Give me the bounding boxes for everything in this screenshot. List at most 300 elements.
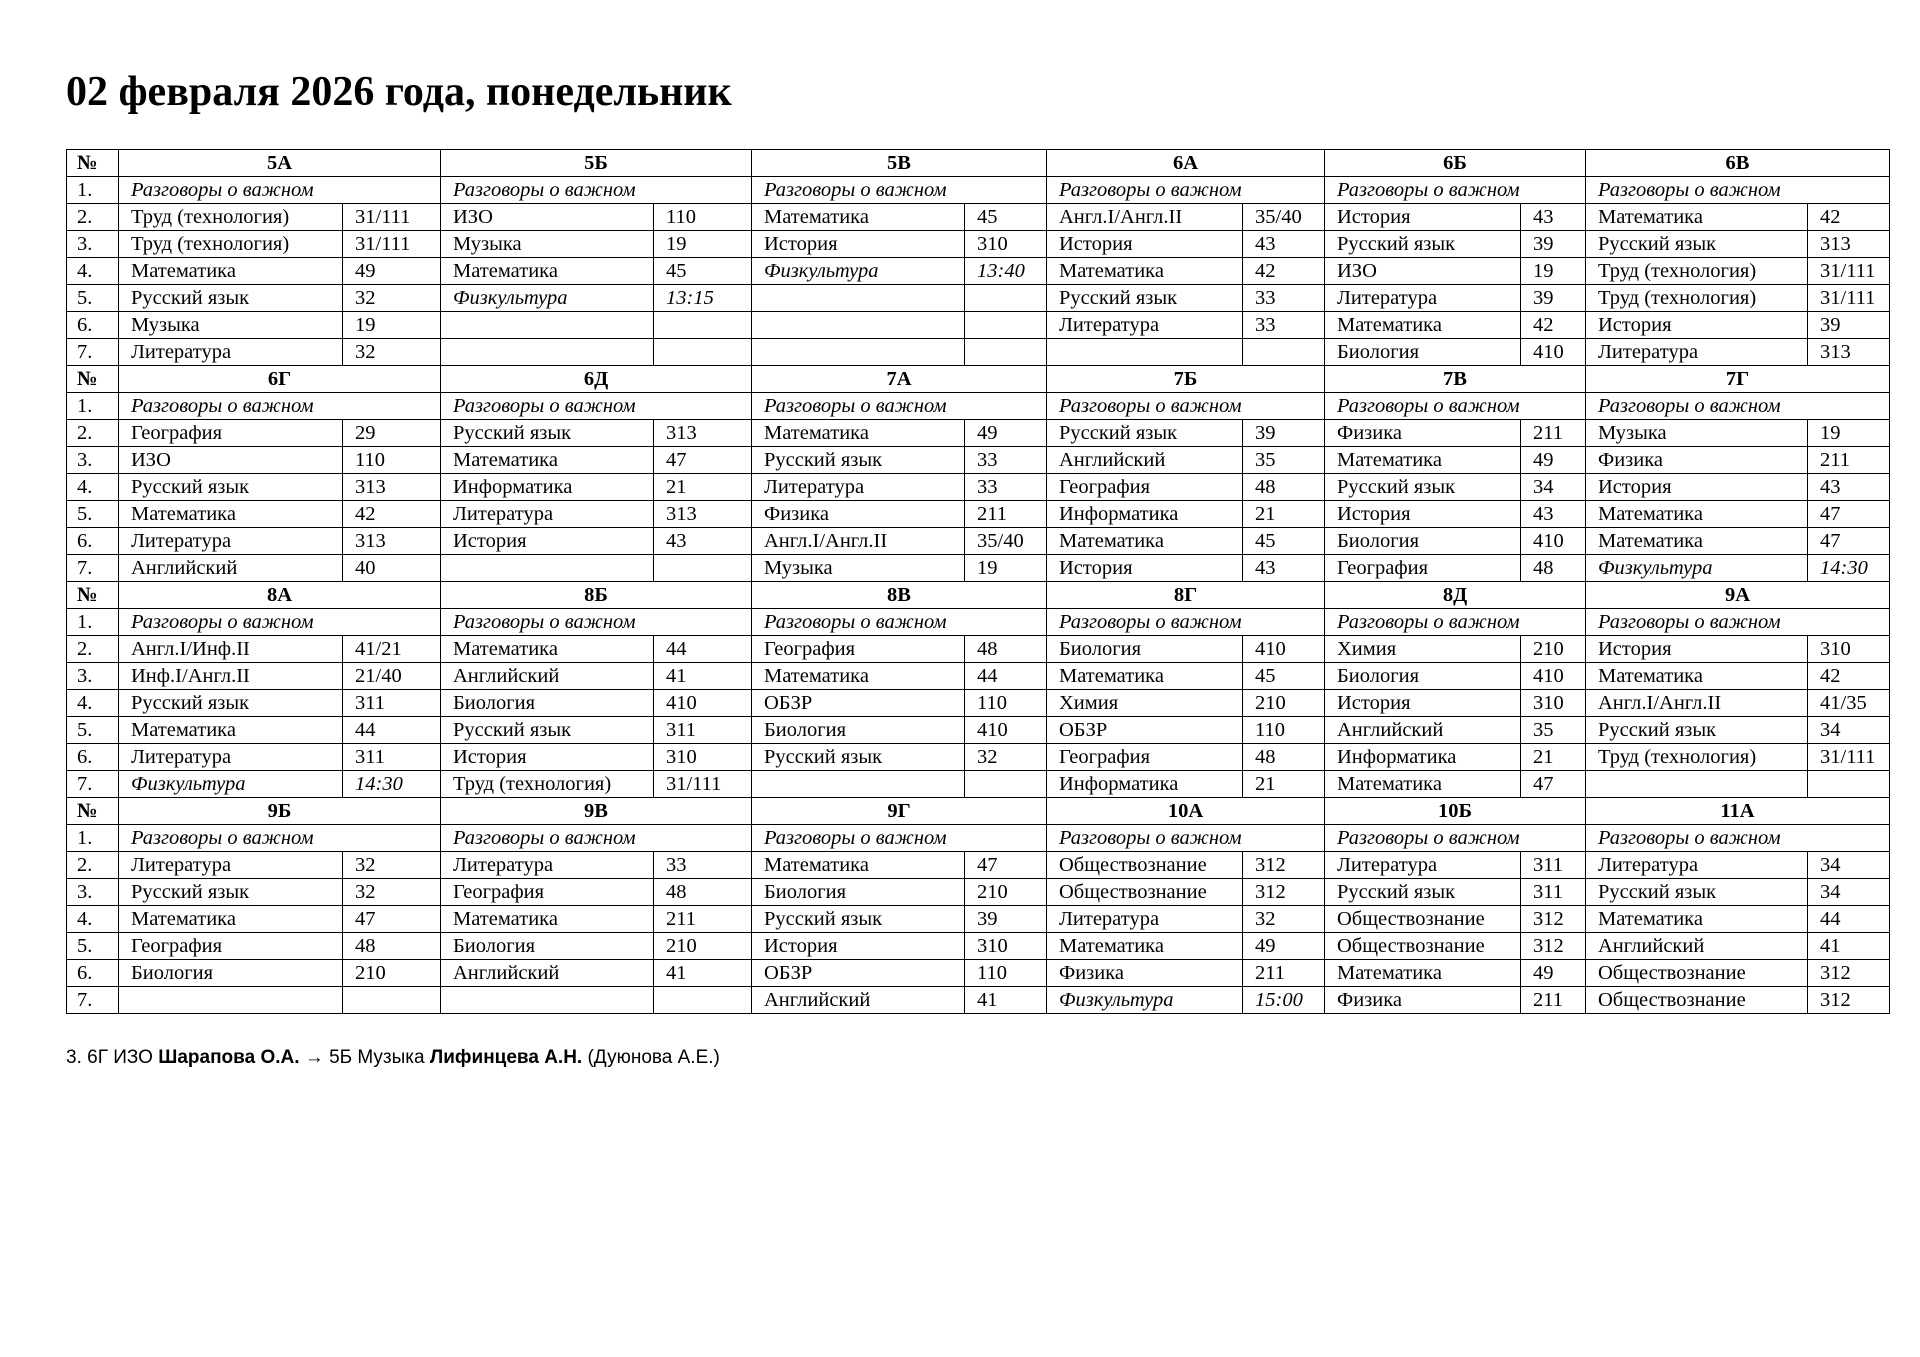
note-teacher-to: Лифинцева А.Н. (429, 1047, 583, 1068)
subject-cell: Разговоры о важном (119, 177, 441, 204)
subject-cell: Математика (1586, 663, 1808, 690)
subject-cell: Математика (1325, 771, 1521, 798)
room-cell: 47 (965, 852, 1047, 879)
subject-cell: Литература (119, 744, 343, 771)
subject-cell: Химия (1047, 690, 1243, 717)
room-cell: 19 (343, 312, 441, 339)
room-cell: 313 (343, 474, 441, 501)
room-cell: 210 (1521, 636, 1586, 663)
subject-cell: Разговоры о важном (1047, 177, 1325, 204)
room-cell: 35/40 (965, 528, 1047, 555)
subject-cell: Литература (119, 339, 343, 366)
room-cell: 31/111 (343, 231, 441, 258)
subject-cell: Разговоры о важном (1047, 393, 1325, 420)
subject-cell: ОБЗР (1047, 717, 1243, 744)
room-cell: 21 (1243, 771, 1325, 798)
subject-cell: Английский (752, 987, 965, 1014)
subject-cell: Русский язык (1325, 474, 1521, 501)
lesson-number: 7. (67, 771, 119, 798)
room-cell: 35/40 (1243, 204, 1325, 231)
subject-cell: География (441, 879, 654, 906)
subject-cell (441, 339, 654, 366)
room-cell: 310 (1521, 690, 1586, 717)
room-cell: 31/111 (654, 771, 752, 798)
subject-cell: Разговоры о важном (1586, 825, 1890, 852)
subject-cell: Биология (119, 960, 343, 987)
class-name-header: 6Б (1325, 150, 1586, 177)
subject-cell: ИЗО (441, 204, 654, 231)
subject-cell: Математика (441, 906, 654, 933)
subject-cell: Биология (441, 690, 654, 717)
note-arrow: → (299, 1047, 330, 1068)
subject-cell: Обществознание (1047, 852, 1243, 879)
room-cell: 21 (1521, 744, 1586, 771)
subject-cell: Математика (1047, 258, 1243, 285)
replacement-note (66, 1044, 720, 1072)
room-cell: 312 (1808, 987, 1890, 1014)
class-name-header: 11А (1586, 798, 1890, 825)
subject-cell: Физкультура (441, 285, 654, 312)
room-cell: 39 (1808, 312, 1890, 339)
room-cell: 210 (1243, 690, 1325, 717)
subject-cell: Русский язык (119, 474, 343, 501)
room-cell: 42 (1808, 204, 1890, 231)
room-cell: 49 (1521, 447, 1586, 474)
lesson-row (67, 339, 1890, 366)
subject-cell (752, 312, 965, 339)
lesson-row (67, 285, 1890, 312)
room-cell: 41/21 (343, 636, 441, 663)
subject-cell: География (119, 420, 343, 447)
room-cell: 48 (343, 933, 441, 960)
subject-cell: Физика (1047, 960, 1243, 987)
lesson-row (67, 690, 1890, 717)
subject-cell: Разговоры о важном (752, 609, 1047, 636)
lesson-row (67, 420, 1890, 447)
room-cell: 410 (965, 717, 1047, 744)
subject-cell: Разговоры о важном (1325, 177, 1586, 204)
lesson-number-header: № (67, 798, 119, 825)
room-cell: 41 (654, 960, 752, 987)
lesson-number: 4. (67, 474, 119, 501)
subject-cell: ИЗО (1325, 258, 1521, 285)
subject-cell: Англ.I/Инф.II (119, 636, 343, 663)
note-prefix: 3. 6Г ИЗО (66, 1047, 159, 1068)
room-cell: 312 (1808, 960, 1890, 987)
lesson-row (67, 555, 1890, 582)
lesson-number: 1. (67, 393, 119, 420)
subject-cell (1586, 771, 1808, 798)
room-cell: 311 (343, 690, 441, 717)
class-name-header: 5Б (441, 150, 752, 177)
room-cell: 49 (1243, 933, 1325, 960)
lesson-row (67, 744, 1890, 771)
subject-cell: ОБЗР (752, 690, 965, 717)
subject-cell: Математика (1047, 528, 1243, 555)
room-cell: 41/35 (1808, 690, 1890, 717)
room-cell: 48 (1521, 555, 1586, 582)
class-name-header: 5А (119, 150, 441, 177)
room-cell: 313 (1808, 231, 1890, 258)
room-cell: 32 (343, 285, 441, 312)
room-cell: 410 (1521, 528, 1586, 555)
room-cell: 211 (965, 501, 1047, 528)
subject-cell: Литература (1047, 312, 1243, 339)
subject-cell: Русский язык (1325, 879, 1521, 906)
subject-cell: История (752, 231, 965, 258)
note-teacher-from: Шарапова О.А. (158, 1047, 300, 1068)
subject-cell: Разговоры о важном (752, 825, 1047, 852)
room-cell: 311 (1521, 852, 1586, 879)
lesson-row (67, 717, 1890, 744)
room-cell: 31/111 (1808, 285, 1890, 312)
subject-cell: Русский язык (752, 744, 965, 771)
class-header-row (67, 150, 1890, 177)
room-cell: 42 (343, 501, 441, 528)
subject-cell: Биология (752, 717, 965, 744)
room-cell: 41 (654, 663, 752, 690)
subject-cell: География (1047, 474, 1243, 501)
subject-cell: География (752, 636, 965, 663)
lesson-row (67, 663, 1890, 690)
room-cell: 44 (654, 636, 752, 663)
room-cell: 45 (654, 258, 752, 285)
subject-cell: Математика (119, 717, 343, 744)
room-cell: 40 (343, 555, 441, 582)
room-cell: 35 (1521, 717, 1586, 744)
subject-cell (1047, 339, 1243, 366)
room-cell: 48 (1243, 744, 1325, 771)
room-cell: 21/40 (343, 663, 441, 690)
subject-cell: Биология (1325, 528, 1521, 555)
subject-cell: География (1325, 555, 1521, 582)
room-cell: 110 (1243, 717, 1325, 744)
class-name-header: 6Д (441, 366, 752, 393)
subject-cell: Русский язык (752, 447, 965, 474)
room-cell: 410 (654, 690, 752, 717)
subject-cell: Разговоры о важном (1325, 609, 1586, 636)
room-cell: 32 (343, 879, 441, 906)
subject-cell: Музыка (752, 555, 965, 582)
class-header-row (67, 366, 1890, 393)
lesson-number-header: № (67, 150, 119, 177)
subject-cell: Русский язык (1047, 420, 1243, 447)
room-cell: 310 (1808, 636, 1890, 663)
room-cell: 44 (1808, 906, 1890, 933)
class-name-header: 8Д (1325, 582, 1586, 609)
subject-cell: Физика (1325, 987, 1521, 1014)
room-cell: 41 (965, 987, 1047, 1014)
room-cell: 49 (965, 420, 1047, 447)
lesson-row (67, 960, 1890, 987)
subject-cell: География (1047, 744, 1243, 771)
subject-cell: Труд (технология) (1586, 258, 1808, 285)
subject-cell: История (441, 528, 654, 555)
subject-cell: История (1325, 690, 1521, 717)
subject-cell: Информатика (1047, 771, 1243, 798)
subject-cell: Литература (119, 852, 343, 879)
room-cell: 47 (1521, 771, 1586, 798)
room-cell: 19 (1808, 420, 1890, 447)
subject-cell: Физкультура (752, 258, 965, 285)
subject-cell: Физкультура (1047, 987, 1243, 1014)
subject-cell: Англ.I/Англ.II (752, 528, 965, 555)
class-name-header: 7А (752, 366, 1047, 393)
class-header-row (67, 582, 1890, 609)
subject-cell (752, 339, 965, 366)
subject-cell: Химия (1325, 636, 1521, 663)
subject-cell: Разговоры о важном (441, 825, 752, 852)
subject-cell: Музыка (1586, 420, 1808, 447)
subject-cell: Англ.I/Англ.II (1586, 690, 1808, 717)
lesson-number: 5. (67, 501, 119, 528)
lesson-row (67, 474, 1890, 501)
room-cell: 310 (965, 231, 1047, 258)
subject-cell: Английский (441, 960, 654, 987)
subject-cell: Русский язык (1325, 231, 1521, 258)
subject-cell: Разговоры о важном (441, 177, 752, 204)
class-name-header: 6А (1047, 150, 1325, 177)
room-cell: 313 (654, 501, 752, 528)
class-name-header: 6Г (119, 366, 441, 393)
room-cell: 210 (343, 960, 441, 987)
subject-cell: Труд (технология) (119, 231, 343, 258)
subject-cell: Разговоры о важном (1325, 393, 1586, 420)
class-name-header: 9Б (119, 798, 441, 825)
room-cell: 42 (1243, 258, 1325, 285)
subject-cell: Математика (441, 258, 654, 285)
lesson-number: 4. (67, 906, 119, 933)
subject-cell: Литература (441, 501, 654, 528)
subject-cell: Математика (752, 663, 965, 690)
lesson-row (67, 879, 1890, 906)
room-cell: 13:15 (654, 285, 752, 312)
lesson-row (67, 933, 1890, 960)
room-cell: 31/111 (343, 204, 441, 231)
class-name-header: 9В (441, 798, 752, 825)
room-cell: 39 (1521, 285, 1586, 312)
lesson-number: 3. (67, 879, 119, 906)
subject-cell: Математика (441, 636, 654, 663)
subject-cell: Биология (1047, 636, 1243, 663)
room-cell: 32 (965, 744, 1047, 771)
subject-cell: История (441, 744, 654, 771)
room-cell (965, 285, 1047, 312)
class-name-header: 9Г (752, 798, 1047, 825)
room-cell: 19 (654, 231, 752, 258)
subject-cell: Инф.I/Англ.II (119, 663, 343, 690)
subject-cell: Математика (1325, 447, 1521, 474)
room-cell: 31/111 (1808, 258, 1890, 285)
room-cell (654, 312, 752, 339)
subject-cell: Англ.I/Англ.II (1047, 204, 1243, 231)
lesson-row (67, 393, 1890, 420)
subject-cell: Биология (1325, 339, 1521, 366)
subject-cell: Математика (752, 204, 965, 231)
room-cell: 211 (1521, 987, 1586, 1014)
subject-cell (441, 555, 654, 582)
subject-cell: История (1047, 231, 1243, 258)
subject-cell: Математика (1586, 906, 1808, 933)
room-cell: 313 (343, 528, 441, 555)
class-name-header: 8В (752, 582, 1047, 609)
subject-cell: Русский язык (441, 420, 654, 447)
subject-cell: История (1586, 474, 1808, 501)
lesson-number: 5. (67, 933, 119, 960)
lesson-row (67, 825, 1890, 852)
subject-cell: Физика (1586, 447, 1808, 474)
subject-cell: Русский язык (441, 717, 654, 744)
subject-cell: ИЗО (119, 447, 343, 474)
room-cell: 211 (1808, 447, 1890, 474)
room-cell: 13:40 (965, 258, 1047, 285)
lesson-row (67, 987, 1890, 1014)
room-cell: 313 (654, 420, 752, 447)
subject-cell: Русский язык (1586, 717, 1808, 744)
lesson-number: 1. (67, 177, 119, 204)
subject-cell: Математика (752, 420, 965, 447)
subject-cell: Математика (1586, 501, 1808, 528)
lesson-number: 5. (67, 285, 119, 312)
room-cell: 35 (1243, 447, 1325, 474)
room-cell: 31/111 (1808, 744, 1890, 771)
room-cell: 32 (1243, 906, 1325, 933)
subject-cell: Разговоры о важном (1586, 609, 1890, 636)
schedule-table (66, 149, 1890, 1014)
lesson-number: 3. (67, 231, 119, 258)
subject-cell: Музыка (119, 312, 343, 339)
class-name-header: 7Б (1047, 366, 1325, 393)
room-cell: 49 (1521, 960, 1586, 987)
lesson-number: 2. (67, 852, 119, 879)
lesson-number: 7. (67, 987, 119, 1014)
room-cell: 39 (1521, 231, 1586, 258)
lesson-number: 4. (67, 690, 119, 717)
room-cell: 39 (965, 906, 1047, 933)
room-cell: 49 (343, 258, 441, 285)
subject-cell: Информатика (1047, 501, 1243, 528)
subject-cell: Информатика (1325, 744, 1521, 771)
room-cell: 32 (343, 852, 441, 879)
lesson-number: 7. (67, 555, 119, 582)
subject-cell: Русский язык (119, 690, 343, 717)
lesson-number: 2. (67, 636, 119, 663)
subject-cell: История (752, 933, 965, 960)
room-cell: 310 (654, 744, 752, 771)
room-cell: 410 (1243, 636, 1325, 663)
subject-cell: Математика (119, 501, 343, 528)
subject-cell: Обществознание (1325, 906, 1521, 933)
room-cell: 21 (654, 474, 752, 501)
class-name-header: 5В (752, 150, 1047, 177)
subject-cell: История (1325, 204, 1521, 231)
page-title: 02 февраля 2026 года, понедельник (66, 69, 732, 115)
subject-cell: Разговоры о важном (1047, 609, 1325, 636)
subject-cell: Математика (752, 852, 965, 879)
class-name-header: 9А (1586, 582, 1890, 609)
room-cell: 110 (965, 690, 1047, 717)
class-name-header: 10А (1047, 798, 1325, 825)
room-cell: 14:30 (343, 771, 441, 798)
subject-cell: Физика (752, 501, 965, 528)
room-cell: 45 (1243, 663, 1325, 690)
subject-cell: Литература (119, 528, 343, 555)
lesson-number: 3. (67, 447, 119, 474)
subject-cell: Физика (1325, 420, 1521, 447)
room-cell (965, 312, 1047, 339)
room-cell: 310 (965, 933, 1047, 960)
room-cell: 110 (654, 204, 752, 231)
room-cell (654, 339, 752, 366)
lesson-row (67, 528, 1890, 555)
subject-cell (752, 285, 965, 312)
lesson-number: 1. (67, 825, 119, 852)
room-cell: 410 (1521, 663, 1586, 690)
subject-cell: Английский (1047, 447, 1243, 474)
room-cell: 311 (343, 744, 441, 771)
subject-cell: Разговоры о важном (119, 609, 441, 636)
subject-cell (119, 987, 343, 1014)
subject-cell: Разговоры о важном (119, 825, 441, 852)
room-cell: 21 (1243, 501, 1325, 528)
note-middle: 5Б Музыка (329, 1047, 430, 1068)
subject-cell: Физкультура (119, 771, 343, 798)
room-cell: 29 (343, 420, 441, 447)
subject-cell: Обществознание (1325, 933, 1521, 960)
subject-cell: Разговоры о важном (1047, 825, 1325, 852)
room-cell: 211 (1521, 420, 1586, 447)
room-cell: 48 (965, 636, 1047, 663)
subject-cell: Английский (1586, 933, 1808, 960)
subject-cell: Разговоры о важном (441, 393, 752, 420)
class-header-row (67, 798, 1890, 825)
room-cell: 32 (343, 339, 441, 366)
room-cell: 19 (1521, 258, 1586, 285)
subject-cell: Русский язык (1586, 879, 1808, 906)
room-cell: 39 (1243, 420, 1325, 447)
class-name-header: 7В (1325, 366, 1586, 393)
lesson-row (67, 906, 1890, 933)
room-cell: 211 (1243, 960, 1325, 987)
room-cell: 47 (1808, 528, 1890, 555)
subject-cell: Математика (1325, 960, 1521, 987)
lesson-row (67, 312, 1890, 339)
class-name-header: 6В (1586, 150, 1890, 177)
subject-cell: Математика (1325, 312, 1521, 339)
lesson-row (67, 447, 1890, 474)
subject-cell: Разговоры о важном (441, 609, 752, 636)
room-cell: 110 (343, 447, 441, 474)
room-cell: 33 (965, 447, 1047, 474)
room-cell: 34 (1808, 717, 1890, 744)
subject-cell: Биология (1325, 663, 1521, 690)
room-cell: 15:00 (1243, 987, 1325, 1014)
subject-cell: Обществознание (1586, 987, 1808, 1014)
lesson-row (67, 771, 1890, 798)
lesson-number: 6. (67, 528, 119, 555)
room-cell: 211 (654, 906, 752, 933)
room-cell: 34 (1808, 852, 1890, 879)
subject-cell: Русский язык (119, 285, 343, 312)
room-cell: 410 (1521, 339, 1586, 366)
subject-cell: Литература (1586, 339, 1808, 366)
room-cell (654, 987, 752, 1014)
room-cell: 45 (965, 204, 1047, 231)
room-cell: 19 (965, 555, 1047, 582)
subject-cell: ОБЗР (752, 960, 965, 987)
room-cell: 43 (1243, 231, 1325, 258)
room-cell: 311 (654, 717, 752, 744)
